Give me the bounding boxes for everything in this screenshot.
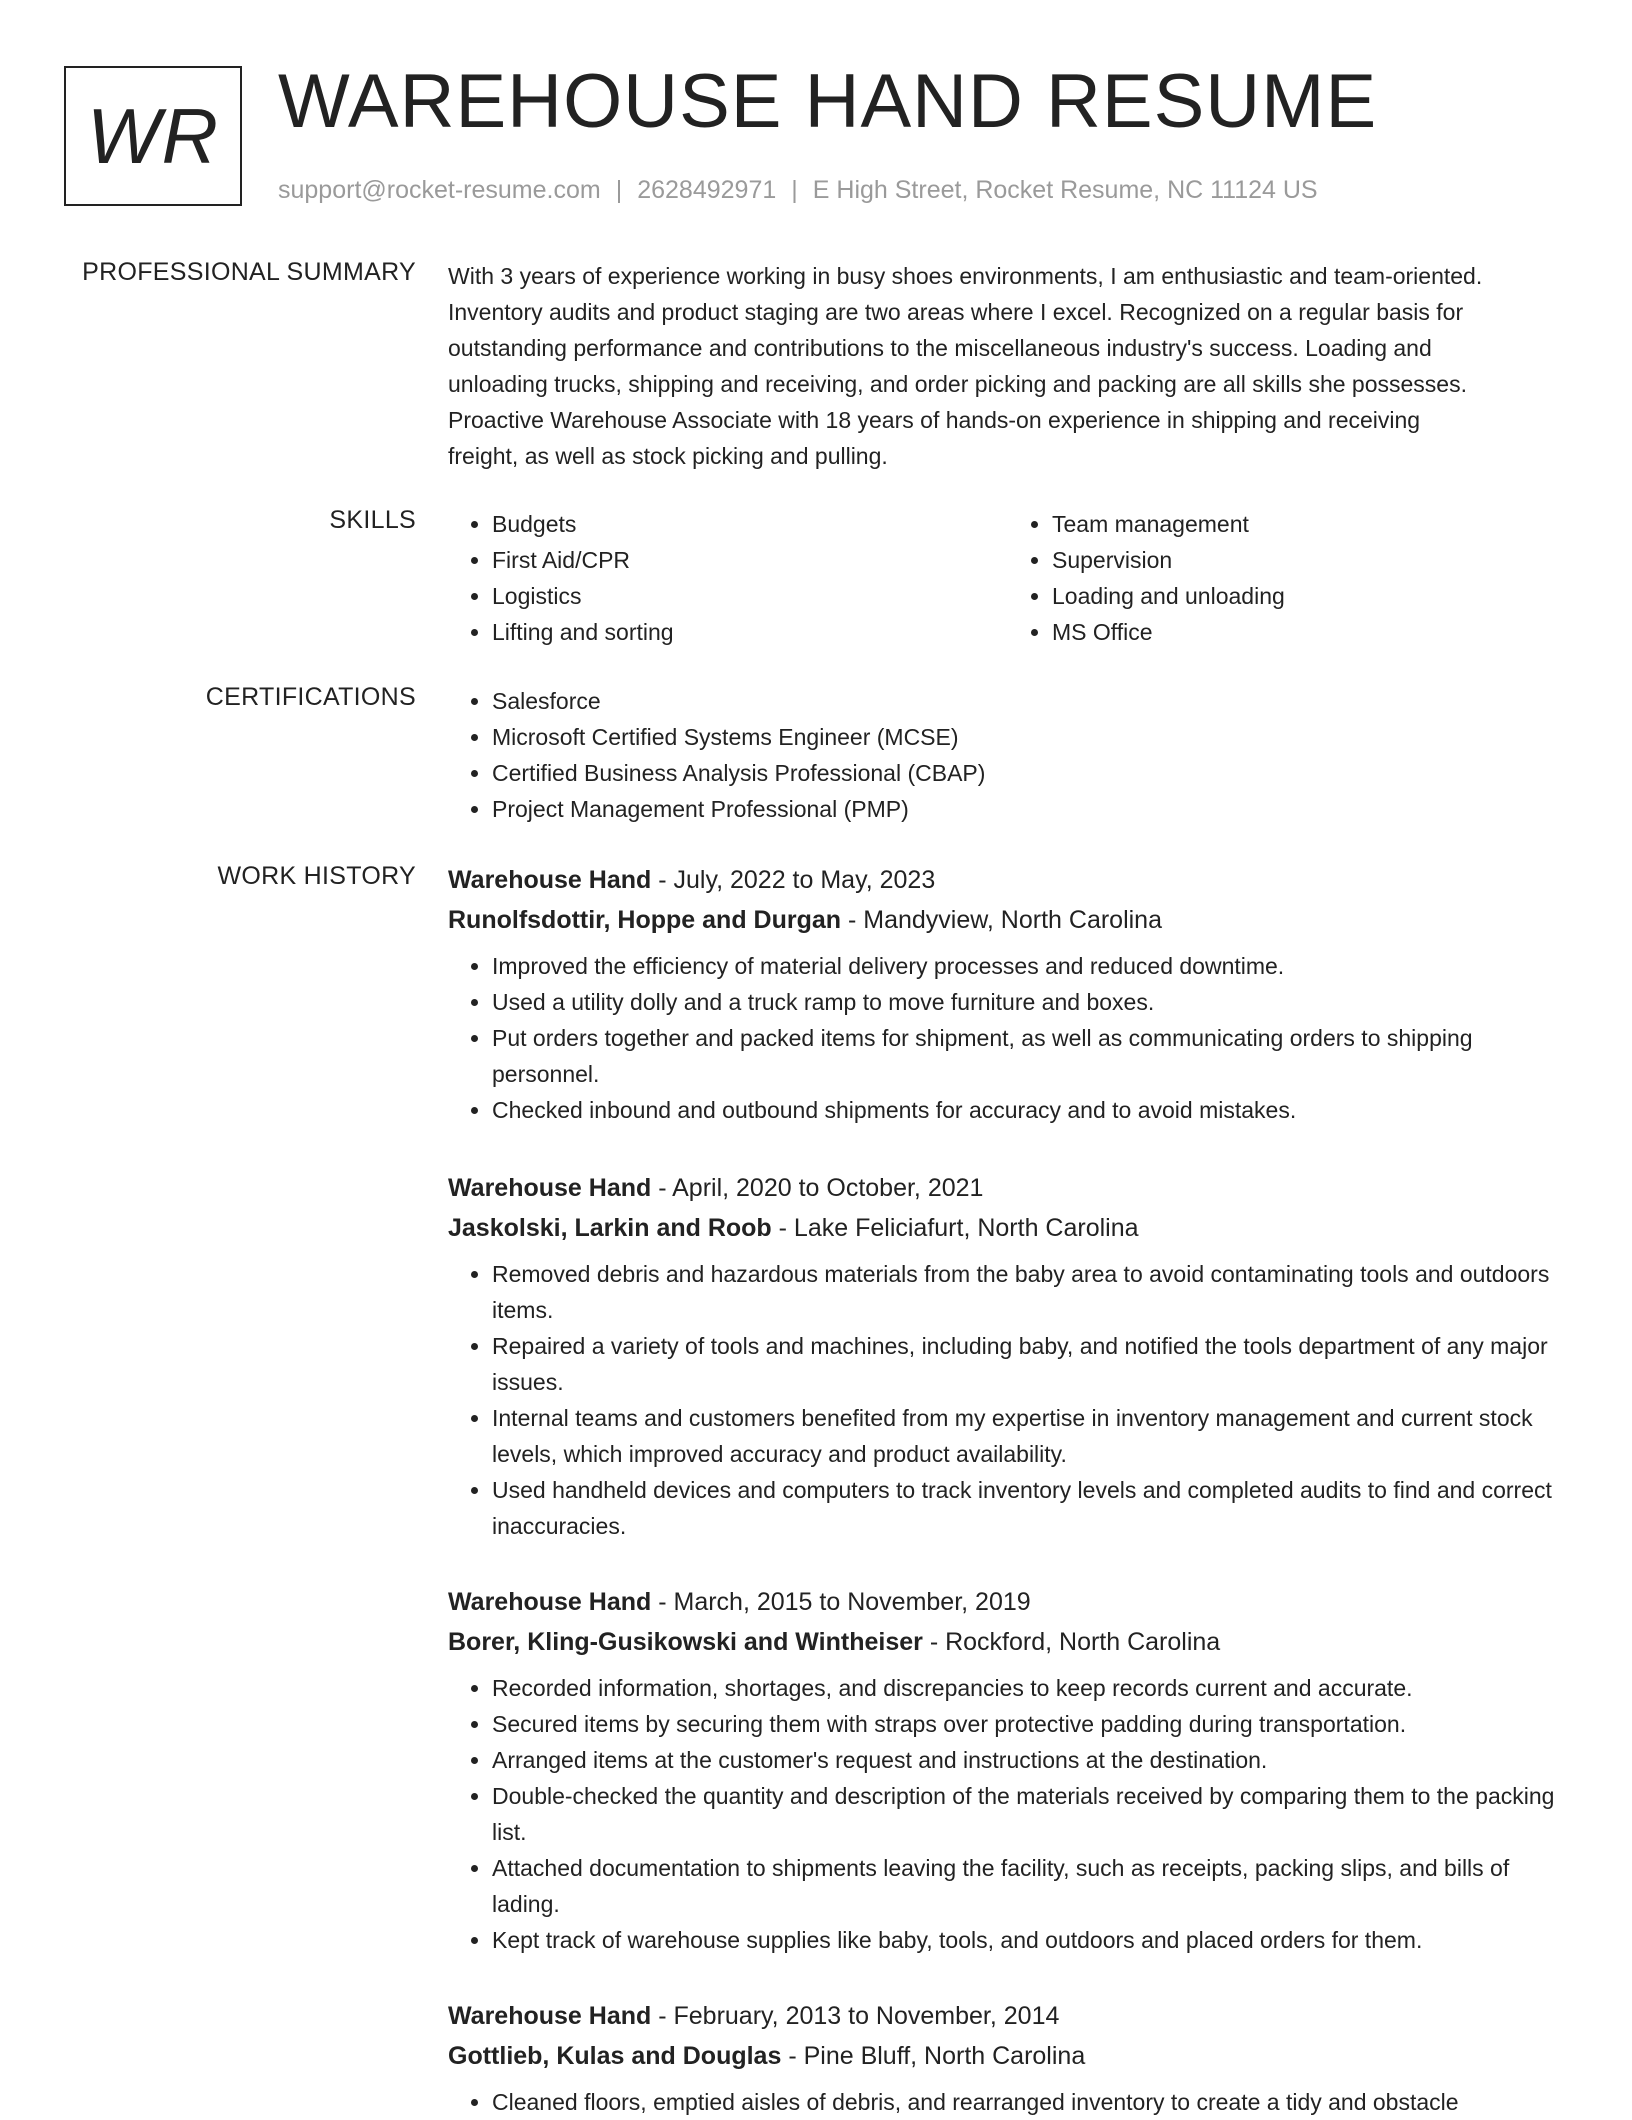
- certification-item: • Certified Business Analysis Professional (CBAP): [492, 755, 1568, 791]
- job-duties: [448, 2084, 1568, 2120]
- job-title: Warehouse Hand: [448, 866, 652, 894]
- certification-item: • Salesforce: [492, 683, 1568, 719]
- job-company-line: [448, 1210, 1568, 1246]
- summary-line: freight, as well as stock picking and pulling.: [448, 443, 888, 469]
- summary-line: Inventory audits and product staging are two areas where I excel. Recognized on a regular basis for: [448, 299, 1464, 325]
- job-title-line: [448, 1998, 1568, 2034]
- job-duties: [448, 948, 1568, 1128]
- job-duty: • Checked inbound and outbound shipments for accuracy and to avoid mistakes.: [492, 1092, 1568, 1128]
- job-duties: [448, 1256, 1568, 1544]
- summary-line: outstanding performance and contributions to the miscellaneous industry's success. Loading and: [448, 335, 1432, 361]
- job-duty: • Improved the efficiency of material delivery processes and reduced downtime.: [492, 948, 1568, 984]
- job-duty: • Put orders together and packed items for shipment, as well as communicating orders to shipping personnel.: [492, 1020, 1568, 1092]
- job-title: Warehouse Hand: [448, 1174, 652, 1202]
- job-title: Warehouse Hand: [448, 1588, 652, 1616]
- job-duty: • Used handheld devices and computers to track inventory levels and completed audits to find and correct inaccuracies.: [492, 1472, 1568, 1544]
- contact-line: [278, 176, 1318, 205]
- job-location: - Mandyview, North Carolina: [841, 906, 1162, 934]
- skills-list-right: [1008, 506, 1568, 650]
- skill-item: • Team management: [1052, 506, 1568, 542]
- skill-item: • Loading and unloading: [1052, 578, 1568, 614]
- summary-line: unloading trucks, shipping and receiving, and order picking and packing are all skills she possesses.: [448, 371, 1467, 397]
- section-label-certifications: CERTIFICATIONS: [205, 683, 416, 711]
- job-company: Runolfsdottir, Hoppe and Durgan: [448, 906, 842, 934]
- job-body: [448, 1170, 1568, 1544]
- monogram-logo: WR: [64, 66, 242, 206]
- certifications-list: [448, 683, 1568, 827]
- job-duty: • Removed debris and hazardous materials from the baby area to avoid contaminating tools and outdoors items.: [492, 1256, 1568, 1328]
- job-body: [448, 1998, 1568, 2120]
- certifications-body: [448, 683, 1568, 827]
- job-dates: - February, 2013 to November, 2014: [651, 2002, 1060, 2030]
- skill-item: • First Aid/CPR: [492, 542, 1008, 578]
- job-title-line: [448, 1584, 1568, 1620]
- summary-line: With 3 years of experience working in busy shoes environments, I am enthusiastic and team-oriented.: [448, 263, 1483, 289]
- job-duty: • Cleaned floors, emptied aisles of debris, and rearranged inventory to create a tidy and obstacle: [492, 2084, 1568, 2120]
- job-title-line: [448, 1170, 1568, 1206]
- job-company-line: [448, 2038, 1568, 2074]
- skill-item: • Budgets: [492, 506, 1008, 542]
- contact-email: support@rocket-resume.com: [278, 176, 601, 204]
- section-label-skills: SKILLS: [329, 506, 416, 534]
- job-dates: - March, 2015 to November, 2019: [651, 1588, 1031, 1616]
- job-duties: [448, 1670, 1568, 1958]
- job-title-line: [448, 862, 1568, 898]
- job-company: Borer, Kling-Gusikowski and Wintheiser: [448, 1628, 923, 1656]
- job-location: - Pine Bluff, North Carolina: [781, 2042, 1086, 2070]
- job-duty: • Repaired a variety of tools and machines, including baby, and notified the tools department of any major issues.: [492, 1328, 1568, 1400]
- section-label-summary: PROFESSIONAL SUMMARY: [82, 258, 416, 286]
- job-duty: • Kept track of warehouse supplies like baby, tools, and outdoors and placed orders for them.: [492, 1922, 1568, 1958]
- job-location: - Rockford, North Carolina: [922, 1628, 1221, 1656]
- job-duty: • Attached documentation to shipments leaving the facility, such as receipts, packing slips, and bills of lading.: [492, 1850, 1568, 1922]
- job-duty: • Internal teams and customers benefited from my expertise in inventory management and current stock levels, which improved accuracy and product availability.: [492, 1400, 1568, 1472]
- job-duty: • Recorded information, shortages, and discrepancies to keep records current and accurate.: [492, 1670, 1568, 1706]
- job-duty: • Secured items by securing them with straps over protective padding during transportation.: [492, 1706, 1568, 1742]
- resume-title: WAREHOUSE HAND RESUME: [278, 59, 1378, 144]
- summary-text: [448, 258, 1568, 474]
- job-body: [448, 862, 1568, 1128]
- contact-separator: |: [615, 176, 623, 204]
- job-dates: - April, 2020 to October, 2021: [651, 1174, 984, 1202]
- certification-item: • Project Management Professional (PMP): [492, 791, 1568, 827]
- contact-separator: |: [791, 176, 798, 204]
- job-duty: • Used a utility dolly and a truck ramp to move furniture and boxes.: [492, 984, 1568, 1020]
- section-label-work-history: WORK HISTORY: [217, 862, 416, 890]
- skill-item: • MS Office: [1052, 614, 1568, 650]
- job-location: - Lake Feliciafurt, North Carolina: [771, 1214, 1139, 1242]
- job-duty: • Double-checked the quantity and description of the materials received by comparing them to the packing list.: [492, 1778, 1568, 1850]
- skills-list-left: [448, 506, 1008, 650]
- summary-body: [448, 258, 1568, 474]
- job-company: Gottlieb, Kulas and Douglas: [448, 2042, 782, 2070]
- job-company: Jaskolski, Larkin and Roob: [448, 1214, 772, 1242]
- contact-phone: 2628492971: [637, 176, 777, 204]
- job-company-line: [448, 902, 1568, 938]
- skill-item: • Supervision: [1052, 542, 1568, 578]
- job-body: [448, 1584, 1568, 1958]
- skills-body: [448, 506, 1568, 650]
- contact-address: E High Street, Rocket Resume, NC 11124 US: [812, 176, 1318, 204]
- job-dates: - July, 2022 to May, 2023: [651, 866, 936, 894]
- job-company-line: [448, 1624, 1568, 1660]
- skill-item: • Logistics: [492, 578, 1008, 614]
- summary-line: Proactive Warehouse Associate with 18 years of hands-on experience in shipping and receiving: [448, 407, 1421, 433]
- job-title: Warehouse Hand: [448, 2002, 652, 2030]
- certification-item: • Microsoft Certified Systems Engineer (MCSE): [492, 719, 1568, 755]
- skill-item: • Lifting and sorting: [492, 614, 1008, 650]
- job-duty: • Arranged items at the customer's request and instructions at the destination.: [492, 1742, 1568, 1778]
